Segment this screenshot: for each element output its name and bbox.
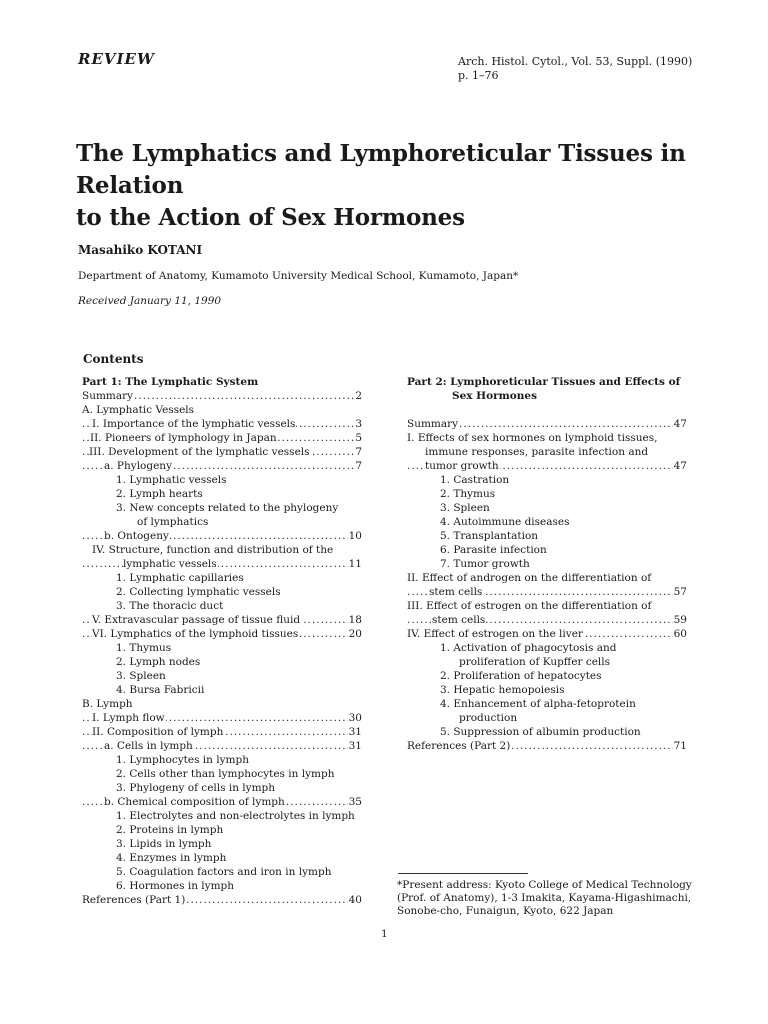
toc-entry [407, 627, 687, 641]
toc-entry-page: 31 [348, 740, 362, 752]
toc-entry [407, 445, 687, 459]
toc-entry [82, 893, 362, 907]
toc-entry-label: 1. Lymphatic capillaries [116, 572, 244, 584]
toc-entry [82, 613, 362, 627]
author-affiliation: Department of Anatomy, Kumamoto University Medical School, Kumamoto, Japan* [78, 270, 519, 282]
toc-entry-page: 11 [348, 558, 362, 570]
toc-entry-label: of lymphatics [137, 516, 209, 528]
toc-entry-label: 3. The thoracic duct [116, 600, 224, 612]
toc-entry-label: II. Composition of lymph [92, 726, 224, 738]
toc-entry [407, 571, 687, 585]
toc-entry [407, 683, 687, 697]
footnote-line: *Present address: Kyoto College of Medical Technology [397, 879, 692, 891]
toc-entry [407, 655, 687, 669]
toc-entry-label: 1. Lymphatic vessels [116, 474, 227, 486]
toc-entry [82, 711, 362, 725]
toc-entry-label: b. Ontogeny [104, 530, 169, 542]
toc-entry [82, 865, 362, 879]
toc-entry [82, 473, 362, 487]
toc-entry [82, 753, 362, 767]
toc-entry-label: III. Development of the lymphatic vessels [89, 446, 310, 458]
toc-entry [407, 697, 687, 711]
toc-entry [407, 641, 687, 655]
toc-entry [82, 781, 362, 795]
toc-entry [82, 823, 362, 837]
toc-entry-label: 2. Cells other than lymphocytes in lymph [116, 768, 335, 780]
toc-entry [82, 697, 362, 711]
toc-entry [82, 809, 362, 823]
toc-entry [82, 543, 362, 557]
toc-entry [407, 557, 687, 571]
toc-entry-label: 1. Activation of phagocytosis and [440, 642, 617, 654]
toc-entry [407, 585, 687, 599]
toc-entry [82, 837, 362, 851]
toc-entry [82, 739, 362, 753]
toc-entry-label: 1. Thymus [116, 642, 172, 654]
toc-entry-label: 3. Phylogeny of cells in lymph [116, 782, 276, 794]
toc-entry-label: Sex Hormones [452, 390, 537, 402]
toc-entry-label: 7. Tumor growth [440, 558, 530, 570]
toc-entry-label: 1. Electrolytes and non-electrolytes in lymph [116, 810, 355, 822]
toc-entry [82, 515, 362, 529]
toc-entry [407, 375, 687, 389]
toc-entry [407, 599, 687, 613]
toc-entry-page: 35 [348, 796, 362, 808]
toc-entry [82, 487, 362, 501]
toc-entry-label: 3. New concepts related to the phylogeny [116, 502, 339, 514]
toc-entry-label: 2. Collecting lymphatic vessels [116, 586, 281, 598]
toc-entry [82, 767, 362, 781]
toc-entry-label: Summary [407, 418, 459, 430]
toc-entry-label: 3. Spleen [116, 670, 166, 682]
toc-entry-label: IV. Structure, function and distribution of the [92, 544, 334, 556]
toc-entry [82, 879, 362, 893]
toc-entry-label: 3. Lipids in lymph [116, 838, 212, 850]
toc-entry-label: II. Pioneers of lymphology in Japan [90, 432, 277, 444]
toc-entry-page: 2 [355, 390, 362, 402]
toc-entry [407, 403, 687, 417]
footnote-line: (Prof. of Anatomy), 1-3 Imakita, Kayama-Higashimachi, [397, 892, 692, 904]
toc-entry [407, 487, 687, 501]
toc-entry [407, 543, 687, 557]
received-date: Received January 11, 1990 [78, 295, 222, 307]
toc-entry-label: stem cells [429, 586, 483, 598]
toc-entry-label: I. Lymph flow [92, 712, 165, 724]
toc-entry [82, 445, 362, 459]
toc-entry [82, 641, 362, 655]
toc-entry [82, 851, 362, 865]
toc-entry-label: 2. Thymus [440, 488, 496, 500]
page-number: 1 [381, 928, 388, 940]
journal-reference [458, 55, 692, 83]
toc-entry [82, 557, 362, 571]
toc-entry-page: 30 [348, 712, 362, 724]
toc-entry-label: proliferation of Kupffer cells [459, 656, 611, 668]
toc-entry [82, 431, 362, 445]
footnote-divider [398, 873, 528, 874]
toc-entry-label: 4. Enhancement of alpha-fetoprotein [440, 698, 636, 710]
article-title [76, 138, 716, 234]
footnote-line: Sonobe-cho, Funaigun, Kyoto, 622 Japan [397, 905, 614, 917]
toc-entry-page: 57 [673, 586, 687, 598]
toc-entry-label: 5. Coagulation factors and iron in lymph [116, 866, 332, 878]
toc-entry [82, 627, 362, 641]
toc-entry-label: 2. Proliferation of hepatocytes [440, 670, 602, 682]
toc-entry [82, 529, 362, 543]
toc-entry-page: 40 [348, 894, 362, 906]
toc-entry [407, 389, 687, 403]
journal-citation: Arch. Histol. Cytol., Vol. 53, Suppl. (1990) [458, 55, 693, 68]
toc-entry [407, 417, 687, 431]
toc-entry-label: 4. Enzymes in lymph [116, 852, 227, 864]
toc-entry [82, 571, 362, 585]
toc-entry-label: a. Cells in lymph [104, 740, 193, 752]
toc-entry-page: 3 [355, 418, 362, 430]
toc-entry-label: 2. Proteins in lymph [116, 824, 224, 836]
toc-entry-label: References (Part 2) [407, 740, 511, 752]
toc-entry-label: VI. Lymphatics of the lymphoid tissues [92, 628, 299, 640]
toc-entry-label: 5. Suppression of albumin production [440, 726, 641, 738]
toc-entry-page: 7 [355, 460, 362, 472]
toc-entry-page: 10 [348, 530, 362, 542]
title-line-2: to the Action of Sex Hormones [76, 204, 465, 231]
toc-entry-label: 2. Lymph hearts [116, 488, 203, 500]
toc-entry-page: 5 [355, 432, 362, 444]
footnote [397, 879, 707, 918]
toc-entry-page: 31 [348, 726, 362, 738]
toc-entry-page: 71 [673, 740, 687, 752]
toc-entry [82, 795, 362, 809]
title-line-1: The Lymphatics and Lymphoreticular Tissues in Relation [76, 140, 686, 199]
toc-entry [407, 613, 687, 627]
toc-entry-label: production [459, 712, 518, 724]
toc-entry-label: 6. Parasite infection [440, 544, 547, 556]
toc-entry-label: immune responses, parasite infection and [425, 446, 649, 458]
toc-entry [82, 725, 362, 739]
toc-entry [82, 375, 362, 389]
toc-entry [82, 417, 362, 431]
toc-entry-label: b. Chemical composition of lymph [104, 796, 285, 808]
toc-entry-label: 1. Lymphocytes in lymph [116, 754, 249, 766]
toc-entry-label: stem cells [432, 614, 486, 626]
toc-entry [82, 389, 362, 403]
toc-entry [82, 599, 362, 613]
toc-entry-label: I. Effects of sex hormones on lymphoid tissues, [407, 432, 658, 444]
toc-entry-label: A. Lymphatic Vessels [82, 404, 195, 416]
toc-entry-label: References (Part 1) [82, 894, 186, 906]
toc-entry [407, 515, 687, 529]
toc-entry-label: II. Effect of androgen on the differentiation of [407, 572, 652, 584]
toc-entry-label: lymphatic vessels [123, 558, 217, 570]
toc-entry-label: Summary [82, 390, 134, 402]
toc-entry [82, 501, 362, 515]
toc-right-column [407, 375, 687, 753]
toc-entry [407, 473, 687, 487]
toc-entry-label: 2. Lymph nodes [116, 656, 201, 668]
toc-entry [82, 403, 362, 417]
toc-entry-label: a. Phylogeny [104, 460, 173, 472]
toc-entry-label: III. Effect of estrogen on the differentiation of [407, 600, 652, 612]
toc-entry [407, 711, 687, 725]
author-name: Masahiko KOTANI [78, 243, 203, 257]
toc-entry-page: 20 [348, 628, 362, 640]
toc-entry [82, 669, 362, 683]
toc-entry [82, 655, 362, 669]
toc-left-column [82, 375, 362, 907]
toc-entry-label: I. Importance of the lymphatic vessels [92, 418, 296, 430]
toc-entry [407, 431, 687, 445]
toc-entry-page: 18 [348, 614, 362, 626]
section-label: REVIEW [78, 50, 155, 68]
toc-entry-label: Part 2: Lymphoreticular Tissues and Effects of [407, 376, 681, 388]
toc-entry-label: 6. Hormones in lymph [116, 880, 235, 892]
toc-entry-label: Part 1: The Lymphatic System [82, 376, 259, 388]
toc-entry [407, 725, 687, 739]
toc-entry-label: 4. Bursa Fabricii [116, 684, 205, 696]
toc-entry-label: V. Extravascular passage of tissue fluid [92, 614, 301, 626]
contents-heading: Contents [83, 352, 144, 366]
toc-entry-label: IV. Effect of estrogen on the liver [407, 628, 583, 640]
toc-entry-page: 60 [673, 628, 687, 640]
toc-entry [82, 683, 362, 697]
toc-entry-label: 3. Hepatic hemopoiesis [440, 684, 565, 696]
toc-entry-page: 47 [673, 418, 687, 430]
toc-entry [82, 585, 362, 599]
toc-entry [407, 529, 687, 543]
toc-entry-page: 47 [673, 460, 687, 472]
toc-entry-label: 5. Transplantation [440, 530, 539, 542]
toc-entry [82, 459, 362, 473]
toc-entry-label: 4. Autoimmune diseases [440, 516, 570, 528]
page-range: p. 1–76 [458, 69, 499, 82]
toc-entry [407, 739, 687, 753]
toc-entry-page: 7 [355, 446, 362, 458]
toc-entry-label: B. Lymph [82, 698, 133, 710]
toc-entry-label: tumor growth [425, 460, 499, 472]
toc-entry [407, 669, 687, 683]
toc-entry [407, 459, 687, 473]
toc-entry-label: 1. Castration [440, 474, 510, 486]
toc-entry-page: 59 [673, 614, 687, 626]
toc-entry-label: 3. Spleen [440, 502, 490, 514]
toc-entry [407, 501, 687, 515]
